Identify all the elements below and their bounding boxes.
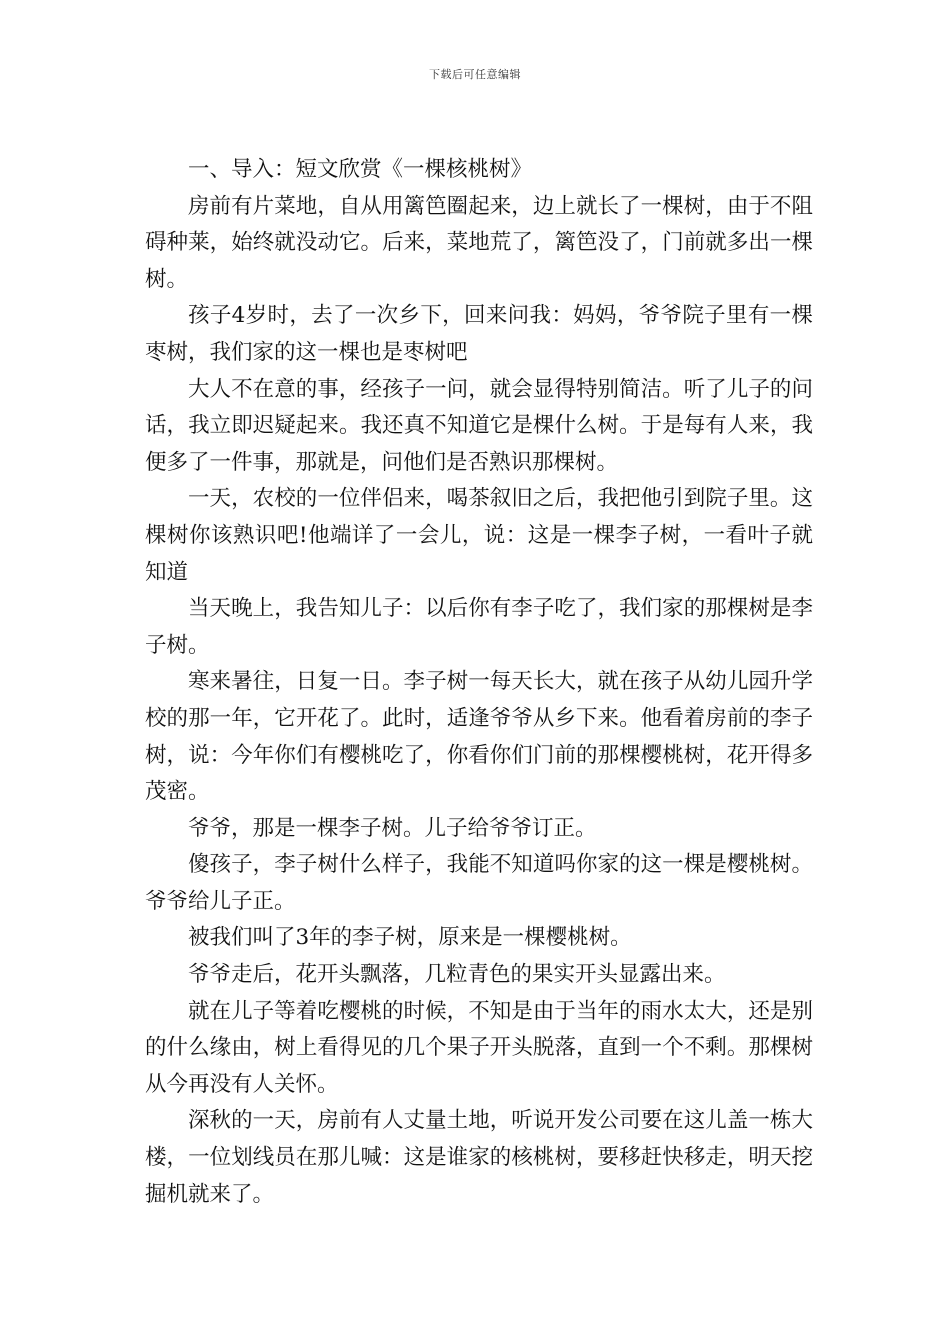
paragraph: 被我们叫了3年的李子树，原来是一棵樱桃树。 bbox=[188, 925, 632, 951]
paragraph: 就在儿子等着吃樱桃的时候，不知是由于当年的雨水太大，还是别的什么缘由，树上看得见的几个果子开头脱落，直到一个不剩。那棵树从今再没有人关怀。 bbox=[145, 998, 813, 1097]
paragraph: 寒来暑往，日复一日。李子树一每天长大，就在孩子从幼儿园升学校的那一年，它开花了。此时，适逢爷爷从乡下来。他看着房前的李子树，说：今年你们有樱桃吃了，你看你们门前的那棵樱桃树，花开得多茂密。 bbox=[145, 669, 813, 805]
section-heading: 一、导入：短文欣赏《一棵核桃树》 bbox=[188, 157, 533, 182]
page-header: 下载后可任意编辑 bbox=[429, 68, 521, 81]
paragraph: 大人不在意的事，经孩子一问，就会显得特别简洁。听了儿子的问话，我立即迟疑起来。我还真不知道它是棵什么树。于是每有人来，我便多了一件事，那就是，问他们是否熟识那棵树。 bbox=[145, 376, 813, 475]
paragraph: 房前有片菜地，自从用篱笆圈起来，边上就长了一棵树，由于不阻碍种莱，始终就没动它。后来，菜地荒了，篱笆没了，门前就多出一棵树。 bbox=[145, 193, 813, 292]
paragraph: 爷爷，那是一棵李子树。儿子给爷爷订正。 bbox=[188, 815, 597, 841]
paragraph: 爷爷走后，花开头飘落，几粒青色的果实开头显露出来。 bbox=[188, 962, 726, 988]
paragraph: 深秋的一天，房前有人丈量土地，听说开发公司要在这儿盖一栋大楼，一位划线员在那儿喊：这是谁家的核桃树，要移赶快移走，明天挖掘机就来了。 bbox=[145, 1108, 813, 1207]
paragraph: 一天，农校的一位伴侣来，喝茶叙旧之后，我把他引到院子里。这棵树你该熟识吧!他端详了一会儿，说：这是一棵李子树，一看叶子就知道 bbox=[145, 486, 813, 585]
paragraph: 当天晚上，我告知儿子：以后你有李子吃了，我们家的那棵树是李子树。 bbox=[145, 596, 813, 658]
paragraph: 孩子4岁时，去了一次乡下，回来问我：妈妈，爷爷院子里有一棵枣树，我们家的这一棵也是枣树吧 bbox=[145, 303, 813, 365]
document-body bbox=[145, 152, 813, 1213]
paragraph: 傻孩子，李子树什么样子，我能不知道吗你家的这一棵是樱桃树。爷爷给儿子正。 bbox=[145, 852, 813, 914]
